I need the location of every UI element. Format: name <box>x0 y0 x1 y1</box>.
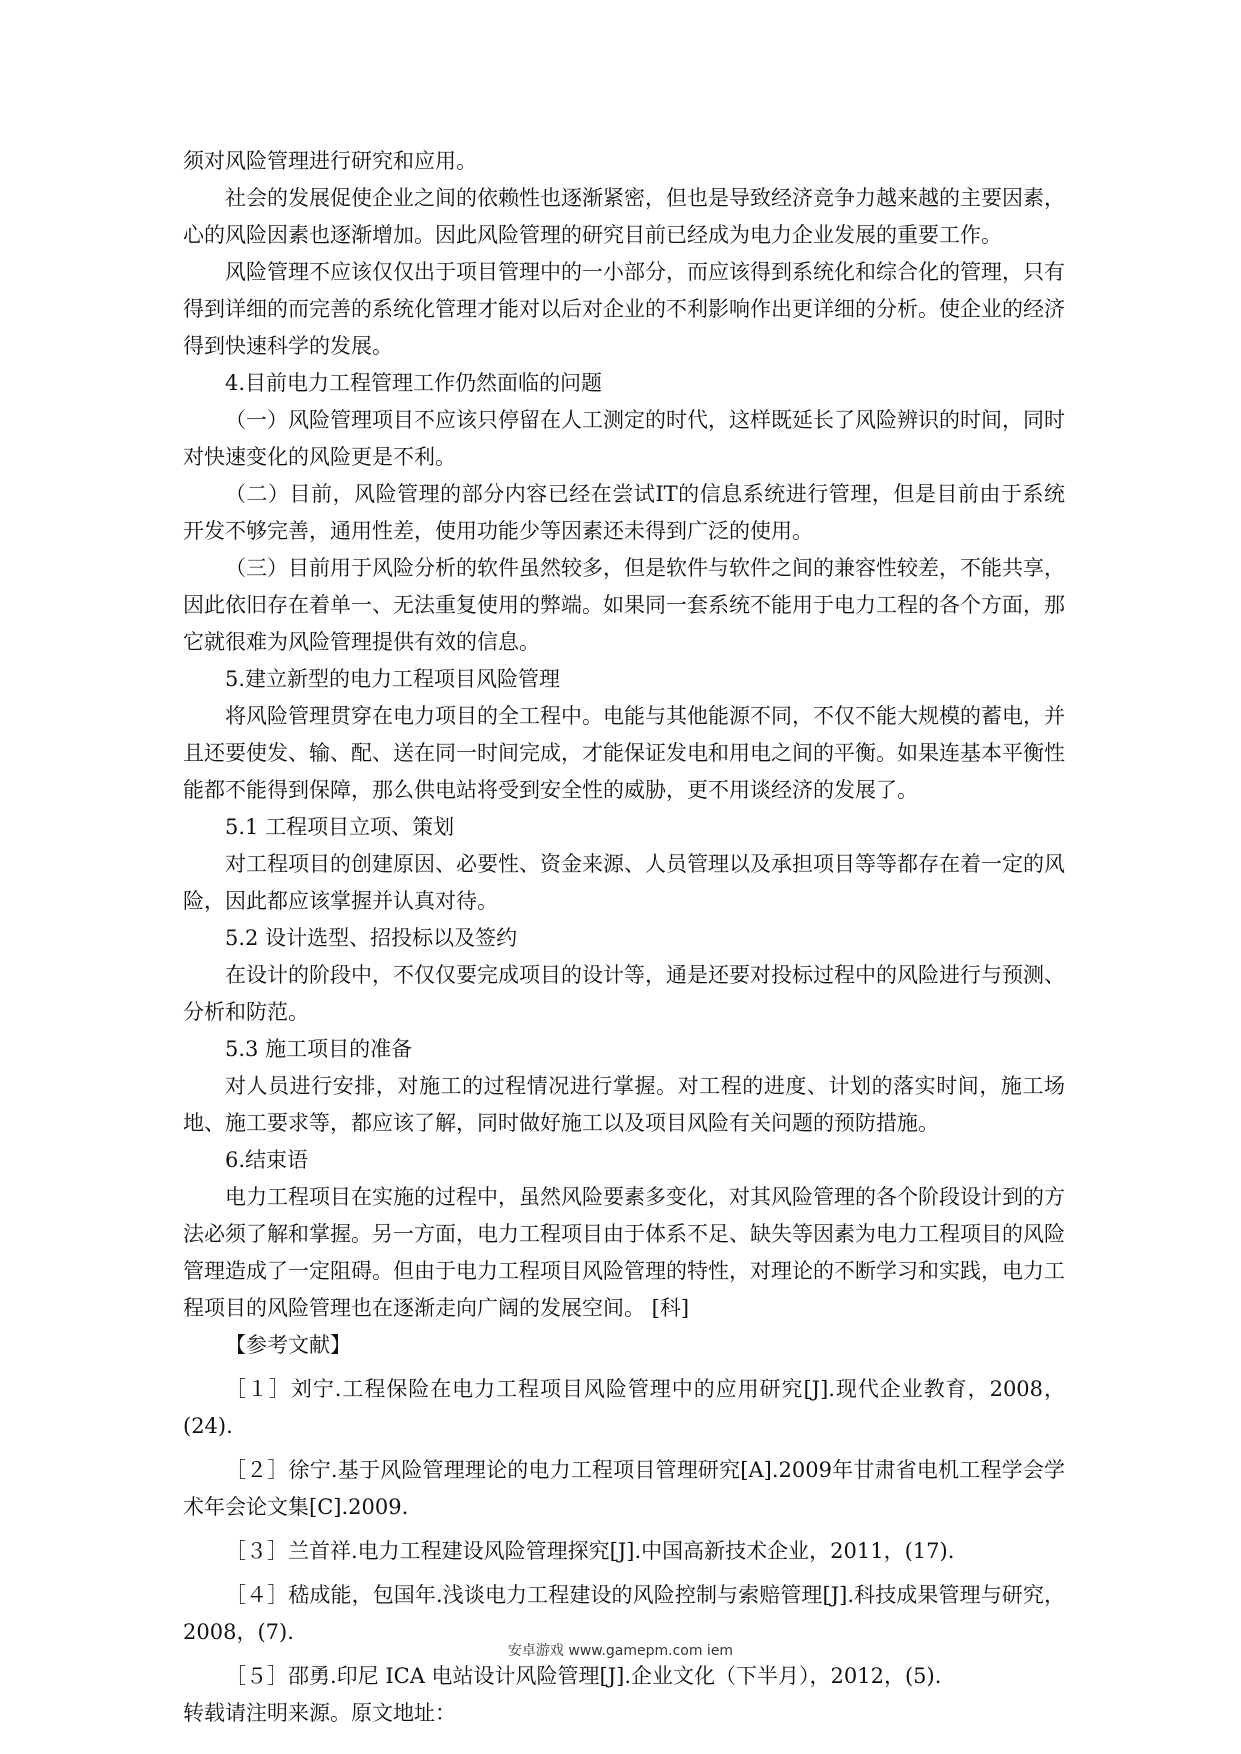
section-heading: 5.建立新型的电力工程项目风险管理 <box>225 667 561 691</box>
section-heading: 5.3 施工项目的准备 <box>225 1037 413 1061</box>
paragraph: （一）风险管理项目不应该只停留在人工测定的时代，这样既延长了风险辨识的时间，同时对快速变化的风险更是不利。 <box>183 408 1065 469</box>
source-note: 转载请注明来源。原文地址： <box>183 1701 456 1725</box>
references-title: 【参考文献】 <box>225 1333 351 1357</box>
paragraph: 风险管理不应该仅仅出于项目管理中的一小部分，而应该得到系统化和综合化的管理，只有得到详细的而完善的系统化管理才能对以后对企业的不利影响作出更详细的分析。使企业的经济得到快速科学的发展。 <box>183 260 1065 358</box>
paragraph: 将风险管理贯穿在电力项目的全工程中。电能与其他能源不同，不仅不能大规模的蓄电，并且还要使发、输、配、送在同一时间完成，才能保证发电和用电之间的平衡。如果连基本平衡性能都不能得到保障，那么供电站将受到安全性的威胁，更不用谈经济的发展了。 <box>183 704 1065 802</box>
paragraph: （二）目前，风险管理的部分内容已经在尝试IT的信息系统进行管理，但是目前由于系统开发不够完善，通用性差，使用功能少等因素还未得到广泛的使用。 <box>183 482 1065 543</box>
paragraph: 对工程项目的创建原因、必要性、资金来源、人员管理以及承担项目等等都存在着一定的风险，因此都应该掌握并认真对待。 <box>183 852 1065 913</box>
reference-item: ［４］嵇成能，包国年.浅谈电力工程建设的风险控制与索赔管理[J].科技成果管理与研究，2008，(7). <box>183 1583 1065 1644</box>
paragraph: 在设计的阶段中，不仅仅要完成项目的设计等，通是还要对投标过程中的风险进行与预测、分析和防范。 <box>183 963 1065 1024</box>
section-heading: 5.2 设计选型、招投标以及签约 <box>225 926 518 950</box>
page-footer: 安卓游戏 www.gamepm.com iem <box>507 1643 734 1659</box>
reference-item: ［５］邵勇.印尼 ICA 电站设计风险管理[J].企业文化（下半月），2012，(5). <box>225 1664 942 1688</box>
paragraph: 对人员进行安排，对施工的过程情况进行掌握。对工程的进度、计划的落实时间，施工场地、施工要求等，都应该了解，同时做好施工以及项目风险有关问题的预防措施。 <box>183 1074 1065 1135</box>
section-heading: 5.1 工程项目立项、策划 <box>225 815 455 839</box>
reference-item: ［３］兰首祥.电力工程建设风险管理探究[J].中国高新技术企业，2011，(17). <box>225 1539 955 1563</box>
section-heading: 6.结束语 <box>225 1148 309 1172</box>
paragraph: （三）目前用于风险分析的软件虽然较多，但是软件与软件之间的兼容性较差，不能共享，因此依旧存在着单一、无法重复使用的弊端。如果同一套系统不能用于电力工程的各个方面，那它就很难为风险管理提供有效的信息。 <box>183 556 1065 654</box>
section-heading: 4.目前电力工程管理工作仍然面临的问题 <box>225 371 603 395</box>
reference-item: ［２］徐宁.基于风险管理理论的电力工程项目管理研究[A].2009年甘肃省电机工程学会学术年会论文集[C].2009. <box>183 1458 1065 1519</box>
reference-item: ［１］刘宁.工程保险在电力工程项目风险管理中的应用研究[J].现代企业教育，2008，(24). <box>183 1377 1065 1438</box>
paragraph: 社会的发展促使企业之间的依赖性也逐渐紧密，但也是导致经济竞争力越来越的主要因素，心的风险因素也逐渐增加。因此风险管理的研究目前已经成为电力企业发展的重要工作。 <box>183 186 1065 247</box>
paragraph: 电力工程项目在实施的过程中，虽然风险要素多变化，对其风险管理的各个阶段设计到的方法必须了解和掌握。另一方面，电力工程项目由于体系不足、缺失等因素为电力工程项目的风险管理造成了一定阻碍。但由于电力工程项目风险管理的特性，对理论的不断学习和实践，电力工程项目的风险管理也在逐渐走向广阔的发展空间。 [科] <box>183 1185 1065 1320</box>
paragraph: 须对风险管理进行研究和应用。 <box>183 149 477 173</box>
document-body <box>183 143 1065 1732</box>
